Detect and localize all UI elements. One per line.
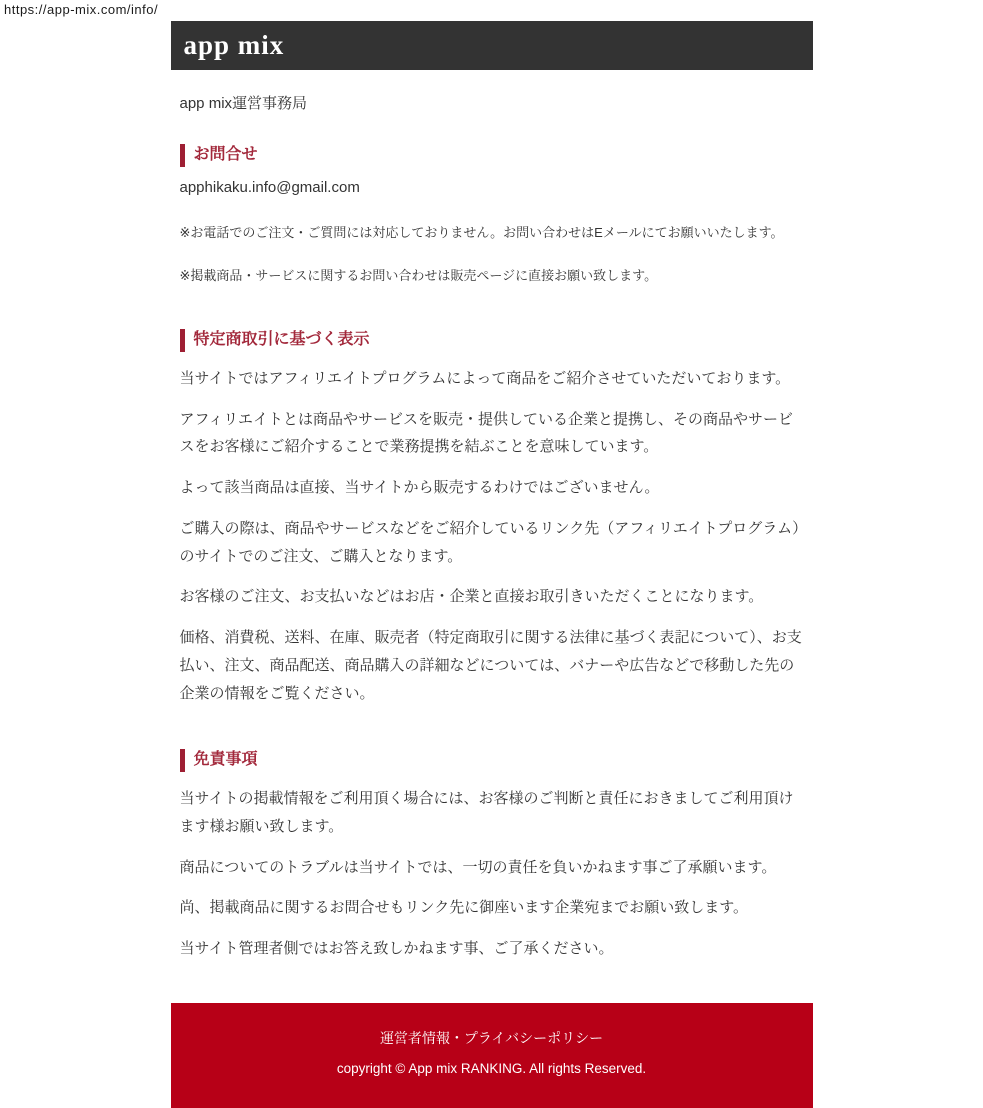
- page-url: https://app-mix.com/info/: [4, 2, 159, 17]
- section-heading-contact: お問合せ: [180, 144, 804, 167]
- commerce-paragraph: アフィリエイトとは商品やサービスを販売・提供している企業と提携し、その商品やサービスをお客様にご紹介することで業務提携を結ぶことを意味しています。: [179, 410, 794, 456]
- section-heading-commerce: 特定商取引に基づく表示: [180, 329, 804, 352]
- commerce-paragraph: お客様のご注文、お支払いなどはお店・企業と直接お取引きいただくことになります。: [179, 588, 764, 606]
- office-name: app mix運営事務局: [179, 95, 308, 112]
- disclaimer-paragraph: 尚、掲載商品に関するお問合せもリンク先に御座います企業宛までお願い致します。: [179, 899, 749, 917]
- disclaimer-paragraph: 当サイトの掲載情報をご利用頂く場合には、お客様のご判断と責任におきましてご利用頂けます様お願い致します。: [179, 790, 794, 835]
- disclaimer-paragraph: 商品についてのトラブルは当サイトでは、一切の責任を負いかねます事ご了承願います。: [179, 858, 777, 876]
- contact-note: ※掲載商品・サービスに関するお問い合わせは販売ページに直接お願い致します。: [179, 267, 658, 283]
- section-heading-disclaimer: 免責事項: [180, 749, 804, 772]
- site-footer: [171, 1003, 813, 1108]
- commerce-paragraph: 価格、消費税、送料、在庫、販売者（特定商取引に関する法律に基づく表記について）、お支払い、注文、商品配送、商品購入の詳細などについては、バナーや広告などで移動した先の企業の情報をご覧ください。: [179, 629, 802, 702]
- content-container: [171, 21, 813, 1108]
- contact-note: ※お電話でのご注文・ご質問には対応しておりません。お問い合わせはEメールにてお願いいたします。: [179, 224, 784, 240]
- site-title: app mix: [183, 30, 285, 60]
- main-content: [171, 92, 813, 963]
- commerce-paragraph: よって該当商品は直接、当サイトから販売するわけではございません。: [179, 479, 660, 497]
- site-header-banner: [171, 21, 813, 70]
- footer-privacy-policy-link[interactable]: 運営者情報・プライバシーポリシー: [379, 1029, 604, 1046]
- disclaimer-paragraph: 当サイト管理者側ではお答え致しかねます事、ご了承ください。: [179, 940, 614, 958]
- commerce-paragraph: 当サイトではアフィリエイトプログラムによって商品をご紹介させていただいております。: [179, 369, 791, 387]
- footer-copyright: copyright © App mix RANKING. All rights Reserved.: [336, 1060, 647, 1076]
- contact-email: apphikaku.info@gmail.com: [179, 178, 360, 196]
- commerce-paragraph: ご購入の際は、商品やサービスなどをご紹介しているリンク先（アフィリエイトプログラム）のサイトでのご注文、ご購入となります。: [179, 519, 800, 565]
